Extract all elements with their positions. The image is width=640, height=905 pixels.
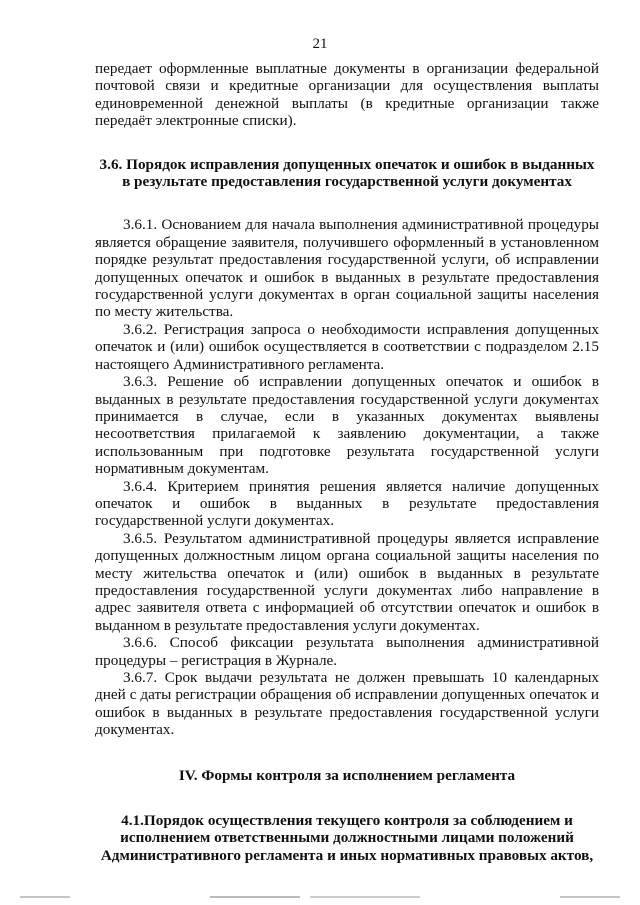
document-body bbox=[95, 60, 599, 864]
paragraph-3-6-6: 3.6.6. Способ фиксации результата выполнения административной процедуры – регистрация в Журнале. bbox=[95, 634, 599, 669]
heading-section-3-6: 3.6. Порядок исправления допущенных опечаток и ошибок в выданных в результате предоставления государственной услуги документах bbox=[99, 155, 595, 191]
scan-edge-marks bbox=[0, 890, 640, 905]
paragraph-3-6-3: 3.6.3. Решение об исправлении допущенных опечаток и ошибок в выданных в результате предоставления государственной услуги документах принимается в случае, если в указанных документах выявлены несоответствия прилагаемой к заявлению документации, а также использованным при подготовке результата государственной услуги нормативным документам. bbox=[95, 373, 599, 478]
paragraph-3-6-1: 3.6.1. Основанием для начала выполнения административной процедуры является обращение заявителя, получившего оформленный в установленном порядке результат предоставления государственной услуги, об исправлении допущенных опечаток и ошибок в выданных в результате предоставления государственной услуги документах в орган социальной защиты населения по месту жительства. bbox=[95, 216, 599, 321]
heading-section-iv: IV. Формы контроля за исполнением регламента bbox=[178, 766, 516, 784]
paragraph-3-6-4: 3.6.4. Критерием принятия решения является наличие допущенных опечаток и ошибок в выданных в результате предоставления государственной услуги документах. bbox=[95, 477, 599, 530]
paragraph-3-6-5: 3.6.5. Результатом административной процедуры является исправление допущенных должностным лицом органа социальной защиты населения по месту жительства опечаток и (или) ошибок в выданных в результате предоставления государственной услуги документах либо направление в адрес заявителя ответа с информацией об отсутствии опечаток и ошибок в выданном в результате предоставления услуги документах. bbox=[95, 529, 599, 634]
paragraph-3-6-7: 3.6.7. Срок выдачи результата не должен превышать 10 календарных дней с даты регистрации обращения об исправлении допущенных опечаток и ошибок в выданных в результате предоставления государственной услуги документах. bbox=[95, 669, 599, 739]
heading-section-4-1: 4.1.Порядок осуществления текущего контроля за соблюдением и исполнением ответственными должностными лицами положений Административного регламента и иных нормативных правовых актов, bbox=[100, 812, 594, 864]
paragraph-intro: передает оформленные выплатные документы в организации федеральной почтовой связи и кредитные организации для осуществления выплаты единовременной денежной выплаты (в кредитные организации также передаёт электронные списки). bbox=[95, 60, 599, 130]
paragraph-3-6-2: 3.6.2. Регистрация запроса о необходимости исправления допущенных опечаток и (или) ошибок осуществляется в соответствии с подразделом 2.15 настоящего Административного регламента. bbox=[95, 320, 599, 373]
page-number: 21 bbox=[312, 36, 328, 52]
